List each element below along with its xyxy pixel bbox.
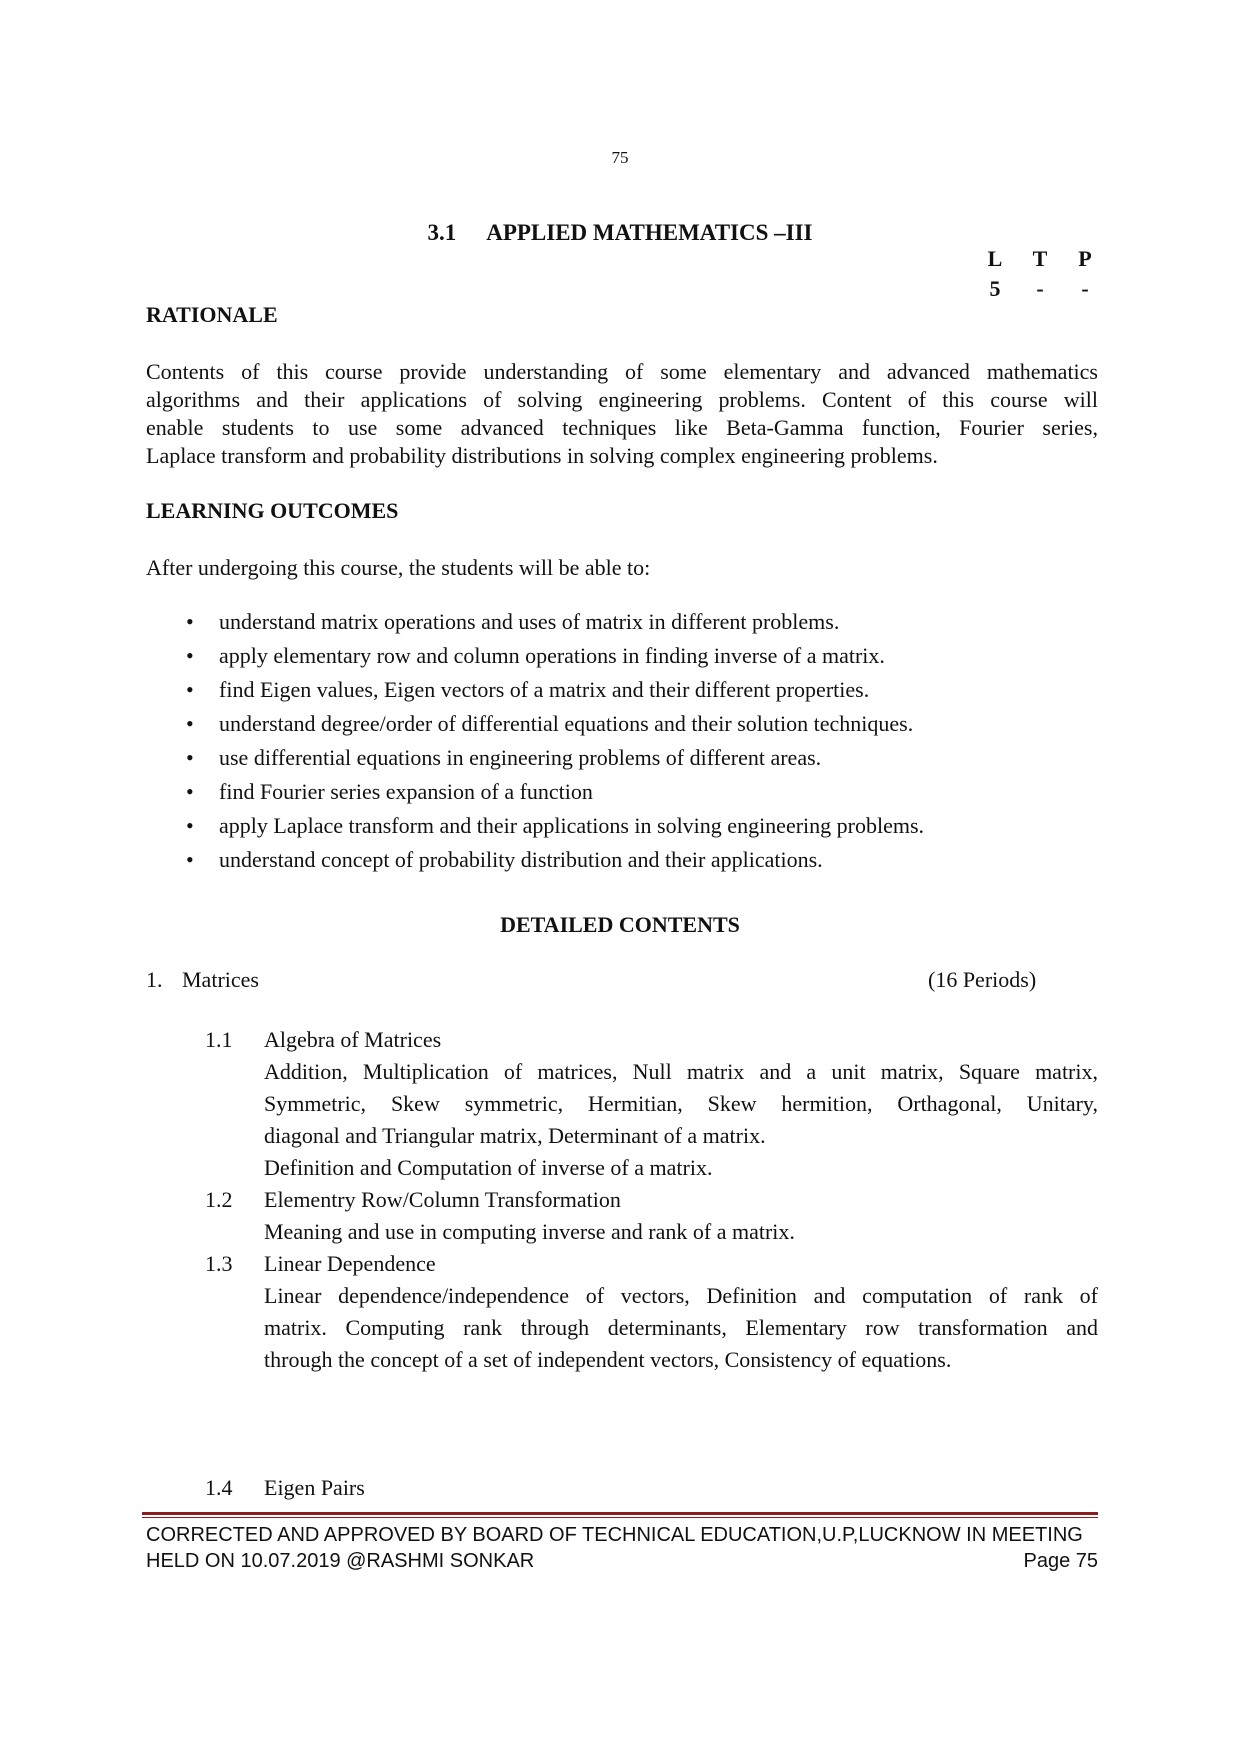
course-title: APPLIED MATHEMATICS –III bbox=[486, 220, 813, 245]
bullet-icon: • bbox=[186, 711, 194, 736]
list-item-text: apply elementary row and column operations in finding inverse of a matrix. bbox=[219, 643, 885, 668]
ltp-value-row bbox=[980, 276, 1100, 306]
ltp-value-p: - bbox=[1081, 276, 1089, 301]
section-number: 1.4 bbox=[205, 1475, 233, 1500]
list-item bbox=[146, 710, 924, 744]
list-item bbox=[146, 642, 924, 676]
ltp-value-l: 5 bbox=[989, 276, 1001, 301]
rationale-paragraph bbox=[146, 358, 1098, 470]
section-line: Definition and Computation of inverse of a matrix. bbox=[264, 1155, 713, 1180]
rationale-line: algorithms and their applications of solving engineering problems. Content of this course will bbox=[146, 387, 1098, 412]
list-item-text: understand matrix operations and uses of matrix in different problems. bbox=[219, 609, 840, 634]
footer-line-2 bbox=[146, 1550, 1098, 1573]
footer-line-1: CORRECTED AND APPROVED BY BOARD OF TECHNICAL EDUCATION,U.P,LUCKNOW IN MEETING bbox=[146, 1524, 1083, 1546]
section-line: Addition, Multiplication of matrices, Null matrix and a unit matrix, Square matrix, bbox=[264, 1059, 1098, 1084]
list-item-text: find Eigen values, Eigen vectors of a matrix and their different properties. bbox=[219, 677, 870, 702]
ltp-header-t: T bbox=[1032, 246, 1048, 271]
section-title: Eigen Pairs bbox=[264, 1475, 365, 1500]
list-item-text: find Fourier series expansion of a function bbox=[219, 779, 593, 804]
section-number: 1.1 bbox=[205, 1027, 233, 1052]
ltp-value-t: - bbox=[1036, 276, 1044, 301]
list-item-text: use differential equations in engineering problems of different areas. bbox=[219, 745, 822, 770]
unit-number: 1. bbox=[146, 967, 163, 992]
section-line: through the concept of a set of independent vectors, Consistency of equations. bbox=[264, 1347, 952, 1372]
section-line: Linear dependence/independence of vectors, Definition and computation of rank of bbox=[264, 1283, 1098, 1308]
list-item bbox=[146, 778, 924, 812]
bullet-icon: • bbox=[186, 643, 194, 668]
unit-name: Matrices bbox=[182, 967, 259, 992]
bullet-icon: • bbox=[186, 677, 194, 702]
unit-periods: (16 Periods) bbox=[928, 967, 1037, 992]
bullet-icon: • bbox=[186, 745, 194, 770]
unit-title bbox=[146, 967, 259, 993]
ltp-table bbox=[980, 246, 1100, 306]
footer-approval-date: HELD ON 10.07.2019 @RASHMI SONKAR bbox=[146, 1550, 535, 1572]
section-line: Meaning and use in computing inverse and rank of a matrix. bbox=[264, 1219, 795, 1244]
section-1-3 bbox=[264, 1248, 1098, 1376]
course-title-block bbox=[0, 220, 1240, 246]
list-item-text: apply Laplace transform and their applications in solving engineering problems. bbox=[219, 813, 925, 838]
learning-outcomes-list bbox=[146, 608, 924, 880]
detailed-contents-heading: DETAILED CONTENTS bbox=[500, 912, 740, 937]
list-item bbox=[146, 608, 924, 642]
section-title: Algebra of Matrices bbox=[264, 1027, 442, 1052]
footer-divider bbox=[142, 1512, 1098, 1515]
rationale-line: Laplace transform and probability distributions in solving complex engineering problems. bbox=[146, 443, 938, 468]
ltp-header-l: L bbox=[987, 246, 1003, 271]
section-number: 1.3 bbox=[205, 1251, 233, 1276]
rationale-line: Contents of this course provide understanding of some elementary and advanced mathematics bbox=[146, 359, 1098, 384]
footer-page-label: Page 75 bbox=[1023, 1550, 1098, 1572]
footer-divider-thin bbox=[142, 1517, 1098, 1518]
section-line: diagonal and Triangular matrix, Determinant of a matrix. bbox=[264, 1123, 766, 1148]
learning-outcomes-intro: After undergoing this course, the students will be able to: bbox=[146, 555, 651, 580]
learning-outcomes-heading: LEARNING OUTCOMES bbox=[146, 498, 399, 523]
section-line: Symmetric, Skew symmetric, Hermitian, Skew hermition, Orthagonal, Unitary, bbox=[264, 1091, 1098, 1116]
list-item bbox=[146, 812, 924, 846]
list-item bbox=[146, 846, 924, 880]
bullet-icon: • bbox=[186, 847, 194, 872]
bullet-icon: • bbox=[186, 779, 194, 804]
ltp-header-p: P bbox=[1078, 246, 1092, 271]
section-1-4 bbox=[264, 1472, 1098, 1504]
rationale-heading: RATIONALE bbox=[146, 302, 278, 327]
section-1-2 bbox=[264, 1184, 1098, 1248]
course-number: 3.1 bbox=[427, 220, 457, 245]
list-item-text: understand degree/order of differential equations and their solution techniques. bbox=[219, 711, 914, 736]
rationale-line: enable students to use some advanced techniques like Beta-Gamma function, Fourier series, bbox=[146, 415, 1098, 440]
ltp-header-row bbox=[980, 246, 1100, 276]
section-line: matrix. Computing rank through determinants, Elementary row transformation and bbox=[264, 1315, 1098, 1340]
bullet-icon: • bbox=[186, 609, 194, 634]
list-item-text: understand concept of probability distribution and their applications. bbox=[219, 847, 823, 872]
section-title: Linear Dependence bbox=[264, 1251, 436, 1276]
page-number: 75 bbox=[611, 148, 629, 167]
bullet-icon: • bbox=[186, 813, 194, 838]
section-1-1 bbox=[264, 1024, 1098, 1184]
section-title: Elementry Row/Column Transformation bbox=[264, 1187, 621, 1212]
list-item bbox=[146, 676, 924, 710]
section-number: 1.2 bbox=[205, 1187, 233, 1212]
list-item bbox=[146, 744, 924, 778]
